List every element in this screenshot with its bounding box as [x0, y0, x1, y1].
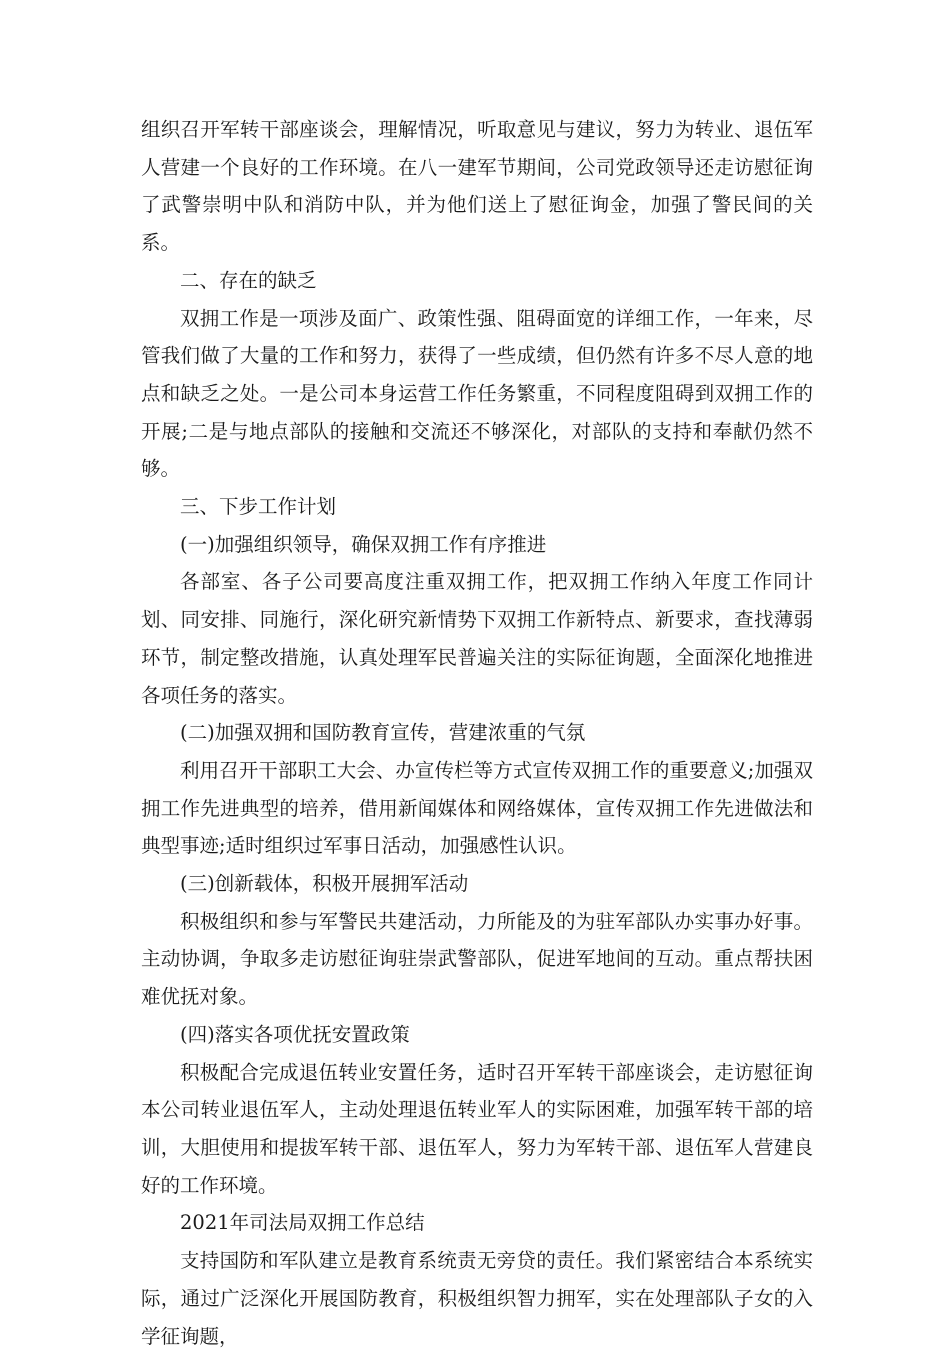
subheading-publicity: (二)加强双拥和国防教育宣传，营建浓重的气氛 [180, 721, 586, 745]
paragraph-national-defense: 支持国防和军队建立是教育系统责无旁贷的责任。我们紧密结合本系统实际，通过广泛深化开展国防教育，积极组织智力拥军，实在处理部队子女的入学征询题， [141, 1249, 813, 1348]
paragraph-intro-continued: 组织召开军转干部座谈会，理解情况，听取意见与建议，努力为转业、退伍军人营建一个良好的工作环境。在八一建军节期间，公司党政领导还走访慰征询了武警崇明中队和消防中队，并为他们送上了慰征询金，加强了警民间的关系。 [141, 118, 813, 255]
subheading-policies: (四)落实各项优抚安置政策 [180, 1022, 410, 1046]
section-heading-shortcomings: 二、存在的缺乏 [180, 268, 317, 292]
paragraph-policies: 积极配合完成退伍转业安置任务，适时召开军转干部座谈会，走访慰征询本公司转业退伍军人，主动处理退伍转业军人的实际困难，加强军转干部的培训，大胆使用和提拔军转干部、退伍军人，努力为军转干部、退伍军人营建良好的工作环境。 [141, 1060, 813, 1197]
document-section-title: 2021年司法局双拥工作总结 [180, 1211, 425, 1235]
paragraph-publicity: 利用召开干部职工大会、办宣传栏等方式宣传双拥工作的重要意义;加强双拥工作先进典型的培养，借用新闻媒体和网络媒体，宣传双拥工作先进做法和典型事迹;适时组织过军事日活动，加强感性认识。 [141, 758, 813, 858]
paragraph-activities: 积极组织和参与军警民共建活动，力所能及的为驻军部队办实事办好事。主动协调，争取多走访慰征询驻崇武警部队，促进军地间的互动。重点帮扶困难优抚对象。 [141, 909, 813, 1009]
paragraph-shortcomings: 双拥工作是一项涉及面广、政策性强、阻碍面宽的详细工作，一年来，尽管我们做了大量的工作和努力，获得了一些成绩，但仍然有许多不尽人意的地点和缺乏之处。一是公司本身运营工作任务繁重，不同程度阻碍到双拥工作的开展;二是与地点部队的接触和交流还不够深化，对部队的支持和奉献仍然不够。 [141, 306, 813, 481]
subheading-activities: (三)创新载体，积极开展拥军活动 [180, 872, 469, 896]
paragraph-leadership: 各部室、各子公司要高度注重双拥工作，把双拥工作纳入年度工作同计划、同安排、同施行，深化研究新情势下双拥工作新特点、新要求，查找薄弱环节，制定整改措施，认真处理军民普遍关注的实际征询题，全面深化地推进各项任务的落实。 [141, 570, 813, 707]
section-heading-next-steps: 三、下步工作计划 [180, 495, 337, 519]
subheading-leadership: (一)加强组织领导，确保双拥工作有序推进 [180, 532, 547, 556]
document-body [141, 111, 813, 1355]
